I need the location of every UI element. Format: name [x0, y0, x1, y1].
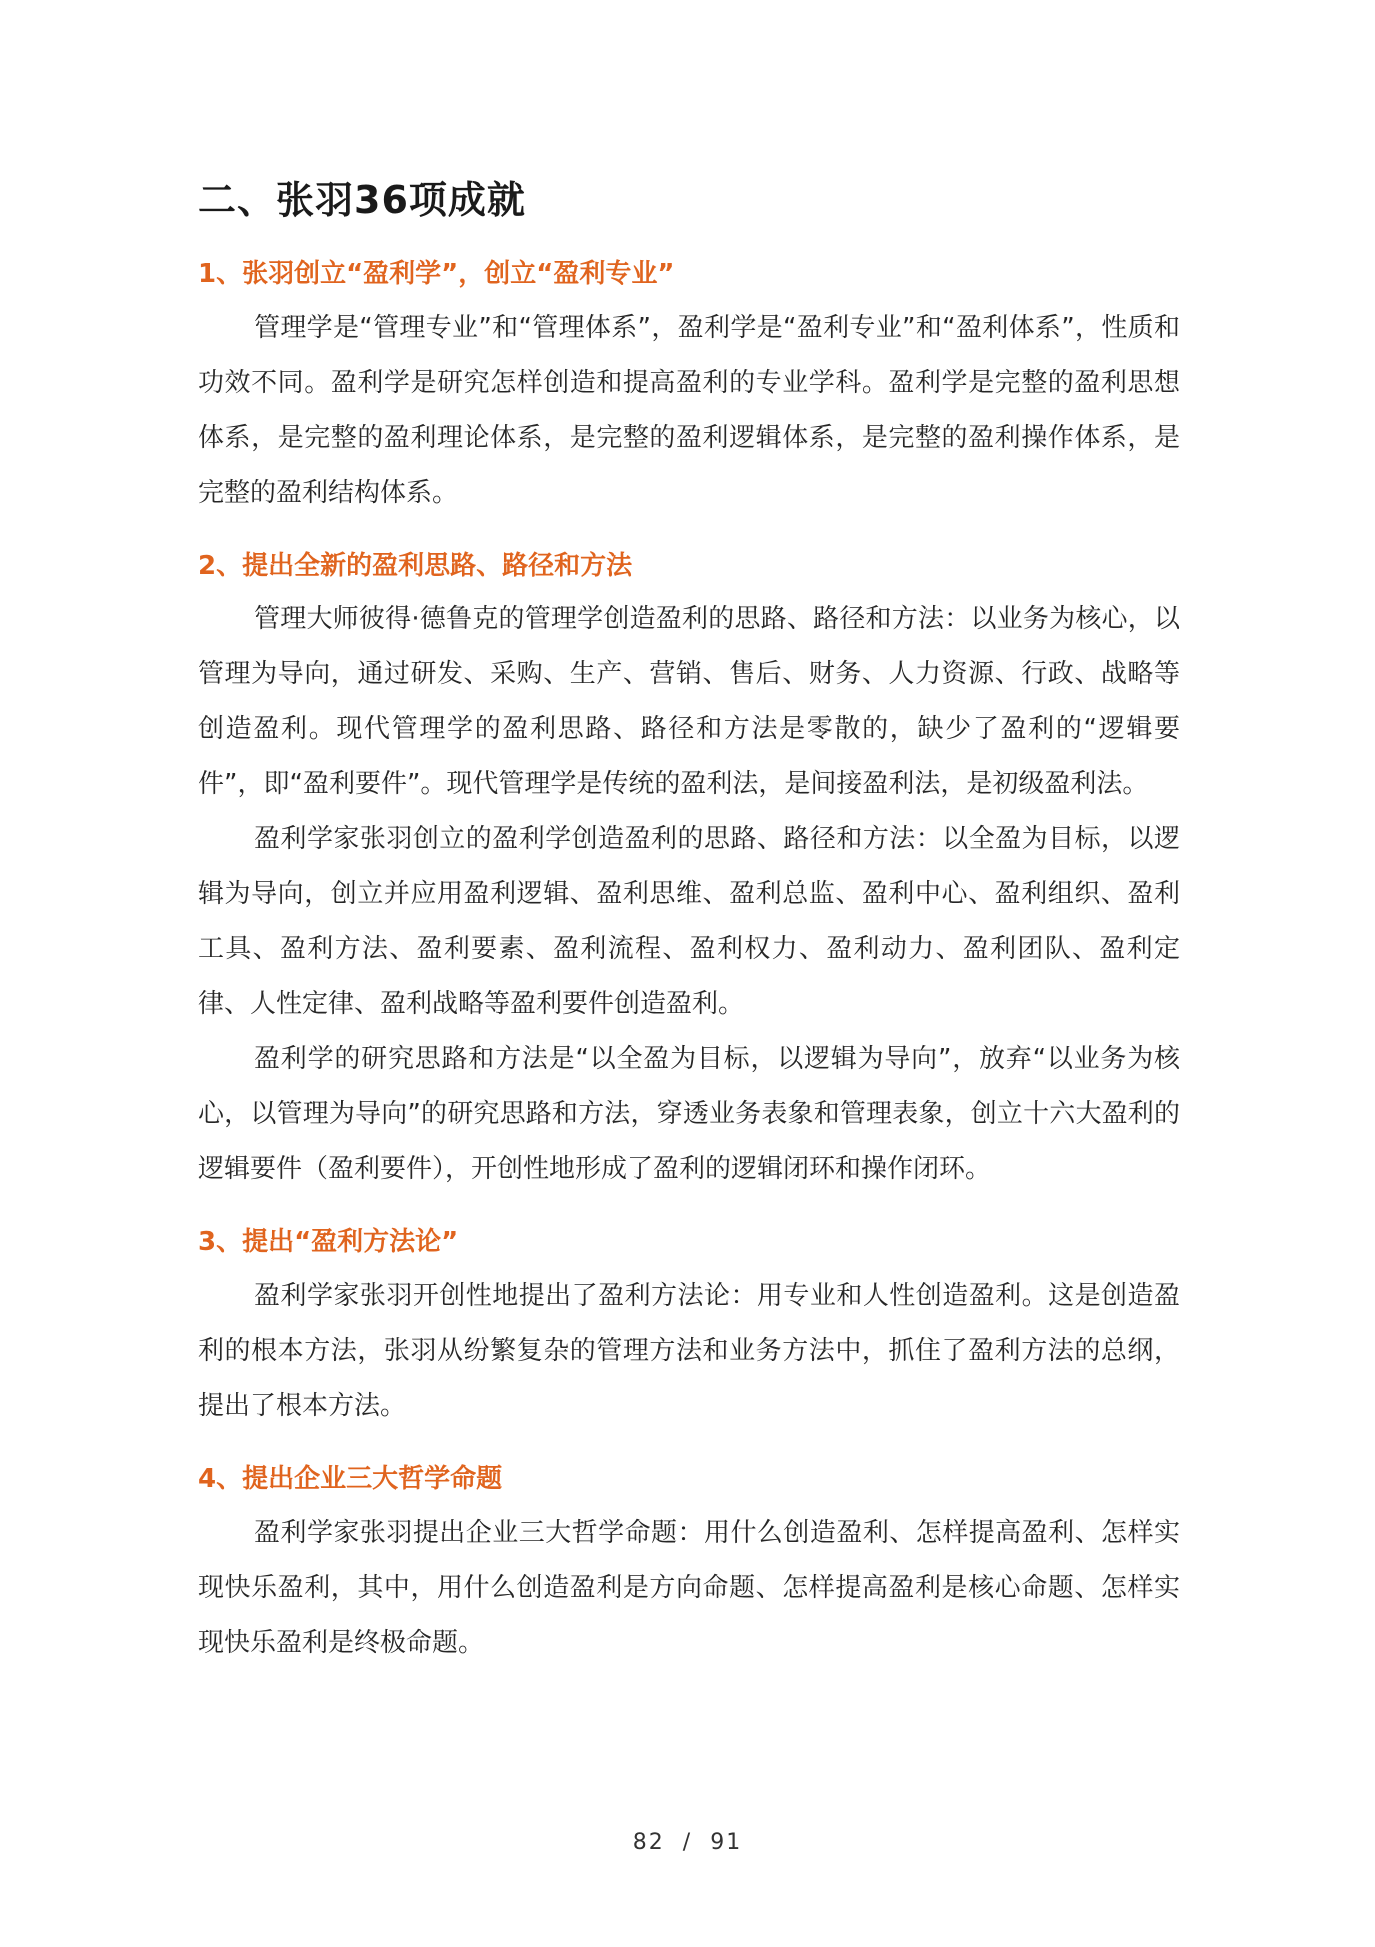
- section-4-paragraph-1: 盈利学家张羽提出企业三大哲学命题：用什么创造盈利、怎样提高盈利、怎样实现快乐盈利，其中，用什么创造盈利是方向命题、怎样提高盈利是核心命题、怎样实现快乐盈利是终极命题。: [198, 1518, 1180, 1658]
- section-3-paragraph-1: 盈利学家张羽开创性地提出了盈利方法论：用专业和人性创造盈利。这是创造盈利的根本方法，张羽从纷繁复杂的管理方法和业务方法中，抓住了盈利方法的总纲，提出了根本方法。: [198, 1281, 1180, 1421]
- page-content: [198, 170, 1180, 1671]
- page-separator: /: [682, 1830, 693, 1855]
- total-pages-number: 91: [710, 1830, 743, 1855]
- page-number: [0, 1830, 1375, 1855]
- section-heading-2: 2、提出全新的盈利思路、路径和方法: [198, 551, 633, 581]
- section-heading-1: 1、张羽创立“盈利学”，创立“盈利专业”: [198, 259, 675, 289]
- section-2-paragraph-3: 盈利学的研究思路和方法是“以全盈为目标，以逻辑为导向”，放弃“以业务为核心，以管理为导向”的研究思路和方法，穿透业务表象和管理表象，创立十六大盈利的逻辑要件（盈利要件），开创性地形成了盈利的逻辑闭环和操作闭环。: [198, 1044, 1180, 1184]
- section-2-paragraph-1: 管理大师彼得·德鲁克的管理学创造盈利的思路、路径和方法：以业务为核心，以管理为导向，通过研发、采购、生产、营销、售后、财务、人力资源、行政、战略等创造盈利。现代管理学的盈利思路、路径和方法是零散的，缺少了盈利的“逻辑要件”，即“盈利要件”。现代管理学是传统的盈利法，是间接盈利法，是初级盈利法。: [198, 604, 1180, 799]
- current-page-number: 82: [632, 1830, 665, 1855]
- section-heading-4: 4、提出企业三大哲学命题: [198, 1464, 503, 1494]
- section-heading-3: 3、提出“盈利方法论”: [198, 1227, 459, 1257]
- section-2-paragraph-2: 盈利学家张羽创立的盈利学创造盈利的思路、路径和方法：以全盈为目标，以逻辑为导向，创立并应用盈利逻辑、盈利思维、盈利总监、盈利中心、盈利组织、盈利工具、盈利方法、盈利要素、盈利流程、盈利权力、盈利动力、盈利团队、盈利定律、人性定律、盈利战略等盈利要件创造盈利。: [198, 824, 1180, 1019]
- section-1-paragraph-1: 管理学是“管理专业”和“管理体系”，盈利学是“盈利专业”和“盈利体系”，性质和功效不同。盈利学是研究怎样创造和提高盈利的专业学科。盈利学是完整的盈利思想体系，是完整的盈利理论体系，是完整的盈利逻辑体系，是完整的盈利操作体系，是完整的盈利结构体系。: [198, 313, 1180, 508]
- chapter-title: 二、张羽36项成就: [198, 178, 526, 222]
